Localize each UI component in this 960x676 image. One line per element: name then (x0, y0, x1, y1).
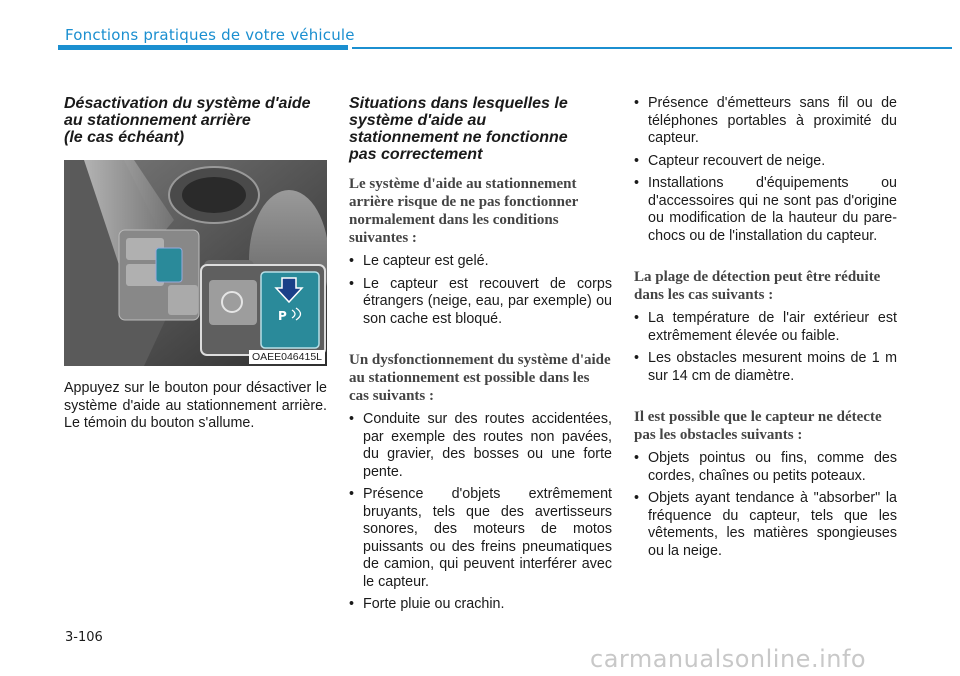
list-item: • Objets pointus ou fins, comme des cordes, chaînes ou petits poteaux. (634, 450, 897, 485)
list-item: • Objets ayant tendance à "absorber" la fréquence du capteur, tels que les vêtements, les matières spongieuses ou la neige. (634, 490, 897, 560)
list-undetected-obstacles (634, 450, 897, 560)
svg-text:P: P (278, 309, 287, 323)
column-3 (634, 95, 897, 565)
list-item: • La température de l'air extérieur est extrêmement élevée ou faible. (634, 310, 897, 345)
section-heading-deactivation (64, 95, 327, 146)
subheading-reduced-range: La plage de détection peut être réduite dans les cas suivants : (634, 269, 881, 303)
watermark-text: carmanualsonline.info (590, 645, 867, 673)
list-malfunction-cases (349, 411, 612, 614)
console-button-figure (64, 160, 327, 366)
list-item: • Présence d'émetteurs sans fil ou de téléphones portables à proximité du capteur. (634, 95, 897, 148)
column-2 (349, 95, 612, 619)
figure-label: OAEE046415L (249, 350, 325, 364)
heading-line: Désactivation du système d'aide (64, 95, 311, 112)
heading-line: stationnement ne fonctionne (349, 129, 568, 146)
header-bar-thick (58, 45, 348, 50)
list-item: • Les obstacles mesurent moins de 1 m sur 14 cm de diamètre. (634, 350, 897, 385)
list-item: • Le capteur est recouvert de corps étrangers (neige, eau, par exemple) ou son cache est bloqué. (349, 276, 612, 329)
list-item: • Présence d'objets extrêmement bruyants, tels que des avertisseurs sonores, des moteurs de motos puissants ou des freins pneumatiques de camion, qui peuvent interférer avec le capteur. (349, 486, 612, 591)
subheading-malfunction-cases: Un dysfonctionnement du système d'aide au stationnement est possible dans les cas suivants : (349, 352, 611, 404)
heading-line: (le cas échéant) (64, 129, 185, 146)
list-item: • Forte pluie ou crachin. (349, 596, 612, 614)
console-illustration (64, 160, 327, 366)
list-item: • Le capteur est gelé. (349, 253, 612, 271)
heading-line: Situations dans lesquelles le (349, 95, 568, 112)
column-1 (64, 95, 327, 433)
list-item: • Conduite sur des routes accidentées, par exemple des routes non pavées, du gravier, des bosses ou une forte pente. (349, 411, 612, 481)
deactivation-body: Appuyez sur le bouton pour désactiver le système d'aide au stationnement arrière. Le témoin du bouton s'allume. (64, 380, 327, 431)
header-bar-thin (352, 47, 952, 49)
list-reduced-range (634, 310, 897, 385)
heading-line: au stationnement arrière (64, 112, 251, 129)
page-number: 3-106 (65, 630, 103, 645)
subheading-conditions: Le système d'aide au stationnement arrière risque de ne pas fonctionner normalement dans les conditions suivantes : (349, 176, 579, 246)
subheading-undetected-obstacles: Il est possible que le capteur ne détecte pas les obstacles suivants : (634, 409, 882, 443)
heading-line: système d'aide au (349, 112, 487, 129)
list-conditions (349, 253, 612, 328)
heading-line: pas correctement (349, 146, 483, 163)
section-heading-malfunction (349, 95, 612, 163)
list-interference (634, 95, 897, 245)
list-item: • Capteur recouvert de neige. (634, 153, 897, 171)
list-item: • Installations d'équipements ou d'accessoires qui ne sont pas d'origine ou modification de la hauteur du pare-chocs ou de l'installation du capteur. (634, 175, 897, 245)
header-title: Fonctions pratiques de votre véhicule (65, 26, 355, 44)
